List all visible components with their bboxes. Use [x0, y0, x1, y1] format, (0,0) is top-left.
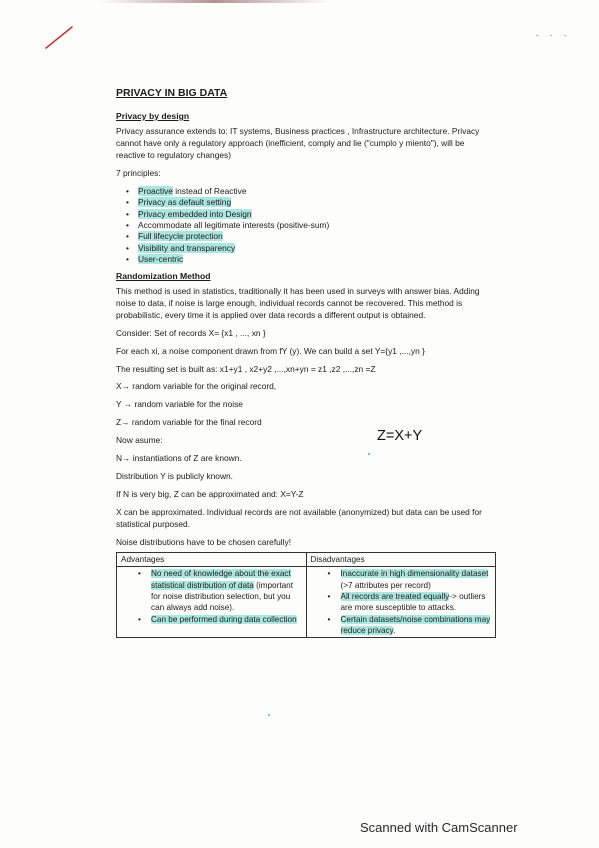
principle-item — [138, 243, 496, 254]
advantages-list — [121, 568, 302, 625]
document-page — [116, 86, 496, 638]
resulting-line: The resulting set is built as: x1+y1 , x2+y2 ,...,xn+yn = z1 ,z2 ,...,zn =Z — [116, 363, 376, 374]
randomization-heading: Randomization Method — [116, 270, 211, 281]
privacy-paragraph: Privacy assurance extends to: IT systems, Business practices , Infrastructure architecture. Privacy cannot have only a regulatory approach (inefficient, comply and lie ("cumplo y miento"), will be reactive to regulatory changes) — [116, 126, 480, 160]
z-variable-line: Z→ random variable for the final record — [116, 417, 262, 428]
n-instantiations-line: N→ instantiations of Z are known. — [116, 453, 242, 464]
disadvantage-item — [341, 614, 492, 637]
principle-item — [138, 186, 496, 197]
highlighted-text: Certain datasets/noise combinations may reduce privacy — [340, 614, 491, 635]
advantage-item — [151, 568, 302, 613]
principle-item — [138, 209, 496, 220]
highlighted-text: Inaccurate in high dimensionality dataset — [340, 569, 489, 579]
principles-intro: 7 principles: — [116, 167, 161, 178]
distribution-y-line: Distribution Y is publicly known. — [116, 471, 233, 482]
item-text: -> outliers are more susceptible to attacks. — [340, 591, 486, 613]
disadvantage-item — [341, 568, 492, 591]
scan-speck-marks: · · · — [535, 30, 571, 41]
advantages-header: Advantages — [117, 552, 307, 567]
highlighted-text: Privacy as default setting — [138, 197, 232, 208]
highlighted-text: Visibility and transparency — [138, 242, 236, 253]
item-text: instead of Reactive — [172, 185, 247, 196]
disadvantages-cell — [306, 567, 496, 638]
item-text: Accommodate all legitimate interests (positive-sum) — [138, 220, 330, 231]
highlighted-text: Proactive — [138, 185, 173, 196]
privacy-by-design-heading: Privacy by design — [116, 110, 190, 121]
document-title: PRIVACY IN BIG DATA — [116, 87, 228, 99]
item-text: (important for noise distribution selection, but you can always add noise). — [151, 580, 293, 613]
y-variable-line: Y → random variable for the noise — [116, 399, 243, 410]
principle-item — [138, 231, 496, 242]
pen-mark-icon — [44, 24, 74, 50]
principles-list — [116, 186, 496, 266]
item-text: (>7 attributes per record) — [340, 580, 431, 590]
for-each-line: For each xi, a noise component drawn from fY (y). We can build a set Y={y1 ,...,yn } — [116, 345, 425, 356]
highlighted-text: User-centric — [138, 254, 184, 265]
formula-z-equals-x-plus-y: Z=X+Y — [377, 428, 423, 444]
scan-speck — [368, 453, 370, 455]
principle-item — [138, 254, 496, 265]
consider-line: Consider: Set of records X= {x1 , ..., xn } — [116, 327, 266, 338]
advantages-cell — [117, 567, 307, 638]
x-approximated-line: X can be approximated. Individual records are not available (anonymized) but data can be used for statistical purposed. — [116, 506, 482, 529]
disadvantage-item — [341, 591, 492, 614]
highlighted-text: All records are treated equally — [340, 591, 450, 601]
disadvantages-header: Disadvantages — [306, 552, 496, 567]
scan-edge-shadow — [100, 0, 330, 3]
principle-item — [138, 197, 496, 208]
noise-careful-line: Noise distributions have to be chosen carefully! — [116, 536, 292, 547]
if-n-big-line: If N is very big, Z can be approximated and: X=Y-Z — [116, 489, 304, 500]
highlighted-text: Privacy embedded into Design — [138, 208, 252, 219]
highlighted-text: Can be performed during data collection — [151, 614, 297, 624]
x-variable-line: X→ random variable for the original record, — [116, 381, 277, 392]
highlighted-text: No need of knowledge about the exact statistical distribution of data — [151, 569, 291, 590]
advantages-disadvantages-table — [116, 552, 496, 639]
principle-item — [138, 220, 496, 231]
highlighted-text: Full lifecycle protection — [138, 231, 223, 242]
randomization-intro: This method is used in statistics, traditionally it has been used in surveys with answer bias. Adding noise to data, if noise is large enough, individual records cannot be recovered. This method is probabilistic, every time it is applied over data records a different output is obtained. — [116, 285, 480, 320]
advantage-item — [151, 614, 302, 625]
scanner-watermark: Scanned with CamScanner — [360, 820, 518, 835]
disadvantages-list — [311, 568, 492, 636]
now-assume-line: Now asume: — [116, 435, 163, 446]
scan-speck — [268, 714, 270, 716]
item-text: . — [393, 625, 396, 635]
